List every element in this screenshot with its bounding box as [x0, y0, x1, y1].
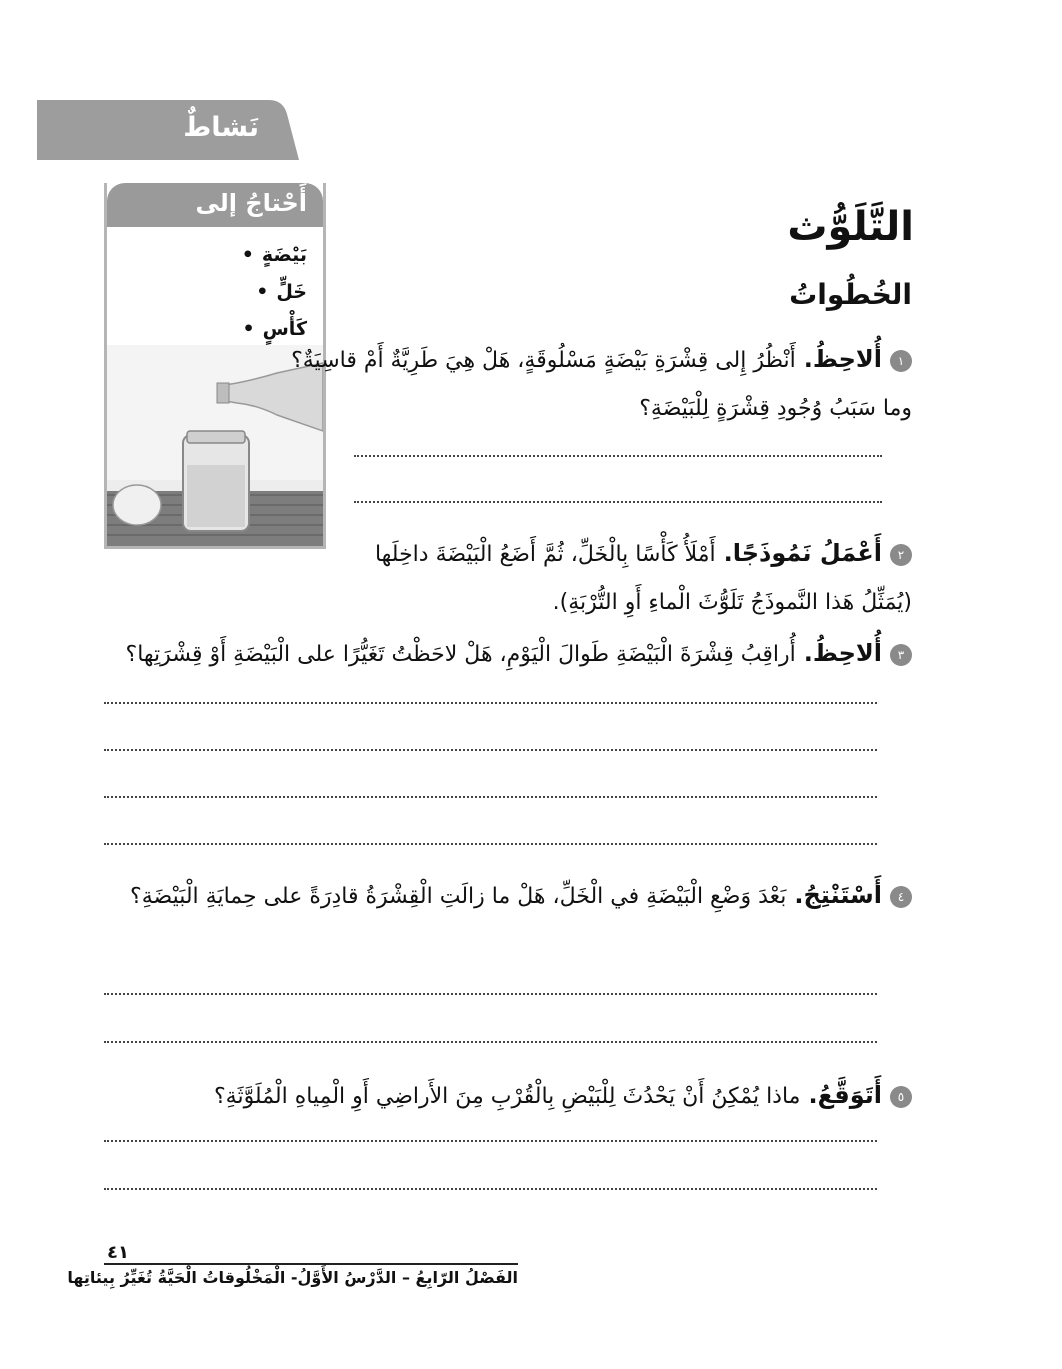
step-5-number: ٥ — [890, 1086, 912, 1108]
answer-line-3a[interactable] — [104, 702, 877, 704]
activity-tab-shape — [37, 100, 299, 160]
step-1-line-2: وما سَبَبُ وُجُودِ قِشْرَةٍ لِلْبَيْضَةِ؟ — [639, 396, 912, 421]
step-5-verb: أَتَوَقَّعُ. — [808, 1081, 882, 1109]
step-4-number: ٤ — [890, 886, 912, 908]
materials-header — [107, 183, 323, 227]
materials-item-egg: بَيْضَةٍ • — [242, 237, 307, 274]
step-4-text: بَعْدَ وَضْعِ الْبَيْضَةِ في الْخَلِّ، هَلْ ما زالَتِ الْقِشْرَةُ قادِرَةً على حِمايَةِ الْبَيْضَةِ؟ — [130, 884, 787, 909]
step-1 — [291, 333, 912, 387]
page-number: ٤١ — [107, 1242, 129, 1263]
activity-label: نَشاطٌ — [183, 112, 259, 143]
activity-tab — [37, 100, 299, 160]
footer-rule — [104, 1263, 518, 1265]
answer-line-3b[interactable] — [104, 749, 877, 751]
answer-line-1a[interactable] — [354, 455, 882, 457]
step-3-number: ٣ — [890, 644, 912, 666]
materials-item-glass: كَأْسٍ • — [242, 311, 307, 348]
footer-chapter-text: الفَصْلُ الرّابِعُ – الدَّرْسُ الأَوَّلُ- الْمَخْلُوقاتُ الْحَيَّةُ تُغَيِّرُ بِيئاتِها — [67, 1268, 518, 1287]
answer-line-1b[interactable] — [354, 501, 882, 503]
step-2-text: أَمْلَأُ كَأْسًا بِالْخَلِّ، ثُمَّ أَضَعُ الْبَيْضَةَ داخِلَها — [374, 542, 716, 567]
materials-item-vinegar: خَلٍّ • — [242, 274, 307, 311]
materials-title: أَحْتاجُ إلى — [195, 189, 307, 217]
step-2-line-2: (يُمَثِّلُ هَذا النَّموذَجُ تَلَوُّثَ الْماءِ أَوِ التُّرْبَةِ). — [552, 590, 912, 615]
answer-line-4b[interactable] — [104, 1041, 877, 1043]
answer-line-5b[interactable] — [104, 1188, 877, 1190]
step-4-verb: أَسْتَنْتِجُ. — [794, 881, 882, 909]
step-1-verb: أُلاحِظُ. — [803, 345, 882, 373]
step-5-text: ماذا يُمْكِنُ أَنْ يَحْدُثَ لِلْبَيْضِ بِالْقُرْبِ مِنَ الأَراضِي أَوِ الْمِياهِ الْمُلَوَّثَةِ؟ — [213, 1084, 801, 1109]
answer-line-5a[interactable] — [104, 1140, 877, 1142]
step-2 — [375, 527, 912, 581]
steps-heading: الخُطُواتُ — [789, 278, 912, 311]
step-3-text: أُراقِبُ قِشْرَةَ الْبَيْضَةِ طَوالَ الْيَوْمِ، هَلْ لاحَظْتُ تَغَيُّرًا على الْبَيْضَةِ أَوْ قِشْرَتِها؟ — [125, 642, 796, 667]
step-2-number: ٢ — [890, 544, 912, 566]
step-2-verb: أَعْمَلُ نَمُوذَجًا. — [723, 539, 882, 567]
step-4 — [130, 869, 912, 923]
step-3 — [126, 627, 912, 681]
answer-line-3d[interactable] — [104, 843, 877, 845]
materials-list — [242, 237, 307, 348]
step-5 — [214, 1069, 912, 1123]
answer-line-3c[interactable] — [104, 796, 877, 798]
answer-line-4a[interactable] — [104, 993, 877, 995]
step-1-text: أَنْظُرُ إِلى قِشْرَةِ بَيْضَةٍ مَسْلُوقَةٍ، هَلْ هِيَ طَرِيَّةٌ أَمْ قاسِيَةٌ؟ — [291, 348, 796, 373]
step-3-verb: أُلاحِظُ. — [803, 639, 882, 667]
lesson-title: التَّلَوُّث — [787, 204, 914, 250]
step-1-number: ١ — [890, 350, 912, 372]
